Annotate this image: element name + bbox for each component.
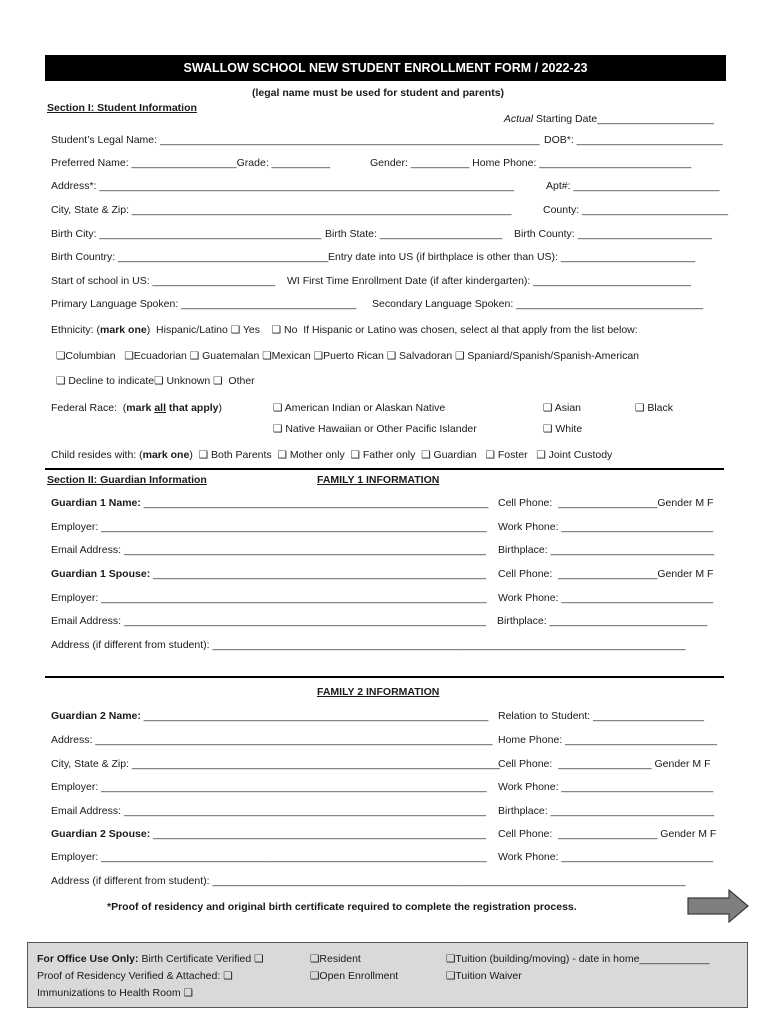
ethnicity-label: Ethnicity: ( <box>51 324 101 336</box>
guardian-1-spouse-label: Guardian 1 Spouse: <box>51 568 151 580</box>
secondary-language-field[interactable]: Secondary Language Spoken: ________________________________ <box>372 298 704 310</box>
row-resides <box>51 450 726 464</box>
row-preferred-name <box>51 158 726 172</box>
guardian-2-work-field[interactable]: Work Phone: __________________________ <box>498 781 714 793</box>
office-tuition-waiver-checkbox[interactable]: ❑Tuition Waiver <box>446 970 522 982</box>
guardian-1-cell-field[interactable]: Cell Phone: _________________Gender M F <box>498 497 714 509</box>
ethnicity-mark-one: mark one <box>100 324 147 336</box>
wi-enrollment-field[interactable]: WI First Time Enrollment Date (if after kindergarten): ___________________________ <box>287 275 691 287</box>
guardian-1-name-label: Guardian 1 Name: <box>51 497 141 509</box>
guardian-2-name-line[interactable]: ___________________________________________________________ <box>140 710 489 722</box>
city-state-zip-field[interactable]: City, State & Zip: _________________________________________________________________ <box>51 204 512 216</box>
guardian-2-spouse-label: Guardian 2 Spouse: <box>51 828 151 840</box>
guardian-1-spouse-employer-field[interactable]: Employer: __________________________________________________________________ <box>51 592 487 604</box>
form-title: SWALLOW SCHOOL NEW STUDENT ENROLLMENT FORM / 2022-23 <box>45 55 726 81</box>
guardian-1-spouse-email-field[interactable]: Email Address: ______________________________________________________________ <box>51 615 487 627</box>
row-g2-address <box>51 735 726 749</box>
race-label-all: all <box>154 402 166 414</box>
guardian-1-spouse-cell-field[interactable]: Cell Phone: _________________Gender M F <box>498 568 714 580</box>
guardian-1-spouse-field[interactable] <box>51 569 486 580</box>
race-white-checkbox[interactable]: ❑ White <box>543 423 583 435</box>
row-g2-city <box>51 759 726 773</box>
row-g2-employer <box>51 782 726 796</box>
guardian-2-city-field[interactable]: City, State & Zip: _______________________________________________________________ <box>51 758 500 770</box>
row-race <box>51 403 726 417</box>
row-address <box>51 181 726 195</box>
row-f1-address <box>51 640 726 654</box>
starting-date-label: Starting Date____________________ <box>533 112 715 125</box>
race-black-checkbox[interactable]: ❑ Black <box>635 402 674 414</box>
resides-mark-one: mark one <box>142 449 190 461</box>
gender-home-phone-field[interactable]: Gender: __________ Home Phone: __________________________ <box>370 157 692 169</box>
office-use-label: For Office Use Only: <box>37 953 139 965</box>
ethnicity-options-checkboxes[interactable]: ❑Columbian ❑Ecuadorian ❑ Guatemalan ❑Mexican ❑Puerto Rican ❑ Salvadoran ❑ Spaniard/Spanish/Spanish-American <box>56 350 640 362</box>
row-race-2 <box>51 424 726 438</box>
entry-date-field[interactable]: Entry date into US (if birthplace is other than US): _______________________ <box>328 251 696 263</box>
resides-with-line[interactable] <box>51 450 612 461</box>
address-field[interactable]: Address*: _______________________________________________________________________ <box>51 180 515 192</box>
office-resident-checkbox[interactable]: ❑Resident <box>310 953 361 965</box>
guardian-1-birthplace-field[interactable]: Birthplace: ____________________________ <box>498 544 715 556</box>
guardian-2-spouse-field[interactable] <box>51 829 486 840</box>
race-native-hawaiian-checkbox[interactable]: ❑ Native Hawaiian or Other Pacific Islander <box>273 423 477 435</box>
guardian-1-spouse-birthplace-field[interactable]: Birthplace: ___________________________ <box>497 615 708 627</box>
row-start-school <box>51 276 726 290</box>
guardian-1-name-line[interactable]: ___________________________________________________________ <box>140 497 489 509</box>
guardian-2-spouse-employer-field[interactable]: Employer: __________________________________________________________________ <box>51 851 487 863</box>
row-g2s-employer <box>51 852 726 866</box>
row-legal-name <box>51 135 726 149</box>
guardian-1-employer-field[interactable]: Employer: __________________________________________________________________ <box>51 521 487 533</box>
form-subtitle: (legal name must be used for student and parents) <box>252 87 505 99</box>
apt-field[interactable]: Apt#: _________________________ <box>546 180 720 192</box>
guardian-1-spouse-line[interactable]: _________________________________________________________ <box>150 568 486 580</box>
guardian-2-employer-field[interactable]: Employer: __________________________________________________________________ <box>51 781 487 793</box>
guardian-1-work-phone-field[interactable]: Work Phone: __________________________ <box>498 521 714 533</box>
birth-state-field[interactable]: Birth State: _____________________ <box>325 228 503 240</box>
guardian-2-address-field[interactable]: Address: ____________________________________________________________________ <box>51 734 493 746</box>
birth-county-field[interactable]: Birth County: _______________________ <box>514 228 712 240</box>
row-f2-address <box>51 876 726 890</box>
county-field[interactable]: County: _________________________ <box>543 204 729 216</box>
ethnicity-yes-no[interactable]: ) Hispanic/Latino ❑ Yes ❑ No If Hispanic or Latino was chosen, select al that apply from the list below: <box>146 324 638 336</box>
resides-label: Child resides with: ( <box>51 449 143 461</box>
preferred-name-grade-field[interactable]: Preferred Name: __________________Grade: __________ <box>51 157 331 169</box>
family-2-address-field[interactable]: Address (if different from student): _________________________________________________________________________________ <box>51 875 686 887</box>
row-g1s-email <box>51 616 726 630</box>
row-city <box>51 204 729 219</box>
row-g1s-name <box>51 569 726 583</box>
office-use-box <box>27 942 748 1008</box>
race-american-indian-checkbox[interactable]: ❑ American Indian or Alaskan Native <box>273 402 446 414</box>
birth-city-field[interactable]: Birth City: ______________________________________ <box>51 228 322 240</box>
race-label-close: ) <box>218 402 223 414</box>
section-2-heading: Section II: Guardian Information <box>47 474 207 486</box>
guardian-2-spouse-line[interactable]: _________________________________________________________ <box>150 828 486 840</box>
guardian-2-birthplace-field[interactable]: Birthplace: ____________________________ <box>498 805 715 817</box>
section-1-heading: Section I: Student Information <box>47 102 197 114</box>
guardian-2-name-field[interactable] <box>51 711 488 722</box>
start-school-field[interactable]: Start of school in US: _____________________ <box>51 275 276 287</box>
race-label-mark: mark <box>126 402 155 414</box>
primary-language-field[interactable]: Primary Language Spoken: ______________________________ <box>51 298 357 310</box>
section-divider-1 <box>45 468 724 470</box>
race-label <box>51 403 222 414</box>
office-open-enrollment-checkbox[interactable]: ❑Open Enrollment <box>310 970 399 982</box>
race-label-apply: that apply <box>166 402 219 414</box>
row-g2-name <box>51 711 726 725</box>
family-2-title: FAMILY 2 INFORMATION <box>317 686 440 698</box>
row-language <box>51 299 726 313</box>
guardian-2-cell-field[interactable]: Cell Phone: ________________ Gender M F <box>498 758 711 770</box>
race-asian-checkbox[interactable]: ❑ Asian <box>543 402 582 414</box>
guardian-1-name-field[interactable] <box>51 498 488 509</box>
guardian-1-email-field[interactable]: Email Address: ______________________________________________________________ <box>51 544 487 556</box>
row-g1-employer <box>51 522 726 536</box>
section-divider-2 <box>45 676 724 678</box>
row-g2-email <box>51 806 726 820</box>
guardian-1-spouse-work-field[interactable]: Work Phone: __________________________ <box>498 592 714 604</box>
guardian-2-email-field[interactable]: Email Address: ______________________________________________________________ <box>51 805 487 817</box>
proof-note: *Proof of residency and original birth certificate required to complete the registration process. <box>107 901 577 913</box>
dob-field[interactable]: DOB*: _________________________ <box>544 134 723 146</box>
guardian-2-spouse-work-field[interactable]: Work Phone: __________________________ <box>498 851 714 863</box>
office-birth-cert-checkbox[interactable]: Birth Certificate Verified ❑ <box>138 953 264 965</box>
resides-options[interactable]: ) ❑ Both Parents ❑ Mother only ❑ Father only ❑ Guardian ❑ Foster ❑ Joint Custody <box>189 449 613 461</box>
guardian-2-home-phone-field[interactable]: Home Phone: __________________________ <box>498 734 717 746</box>
family-1-title: FAMILY 1 INFORMATION <box>317 474 440 486</box>
row-ethnicity <box>51 325 726 339</box>
starting-date-italic: Actual <box>503 112 534 125</box>
row-g1-email <box>51 545 726 559</box>
birth-country-field[interactable]: Birth Country: ____________________________________ <box>51 251 329 263</box>
next-page-arrow-icon[interactable] <box>687 889 749 923</box>
starting-date-field[interactable] <box>498 103 714 124</box>
row-g2s-name <box>51 829 726 843</box>
office-immunizations-checkbox[interactable]: Immunizations to Health Room ❑ <box>37 987 193 999</box>
guardian-2-name-label: Guardian 2 Name: <box>51 710 141 722</box>
office-birth-cert-line[interactable] <box>37 954 264 965</box>
row-birth-city <box>51 229 726 243</box>
race-label-a: Federal Race: ( <box>51 402 127 414</box>
row-birth-country <box>51 252 726 266</box>
guardian-2-spouse-cell-field[interactable]: Cell Phone: _________________ Gender M F <box>498 828 717 840</box>
row-ethnicity-options-2 <box>56 376 731 390</box>
row-g1s-employer <box>51 593 726 607</box>
ethnicity-options-checkboxes-2[interactable]: ❑ Decline to indicate❑ Unknown ❑ Other <box>56 375 255 387</box>
row-ethnicity-options <box>56 351 731 365</box>
legal-name-field[interactable]: Student’s Legal Name: _________________________________________________________________ <box>51 134 540 146</box>
family-1-address-field[interactable]: Address (if different from student): _________________________________________________________________________________ <box>51 639 686 651</box>
office-tuition-checkbox[interactable]: ❑Tuition (building/moving) - date in home____________ <box>446 953 710 965</box>
ethnicity-line[interactable] <box>51 325 638 336</box>
row-g1-name <box>51 498 726 512</box>
guardian-2-relation-field[interactable]: Relation to Student: ___________________ <box>498 710 705 722</box>
office-proof-residency-checkbox[interactable]: Proof of Residency Verified & Attached: ❑ <box>37 970 233 982</box>
